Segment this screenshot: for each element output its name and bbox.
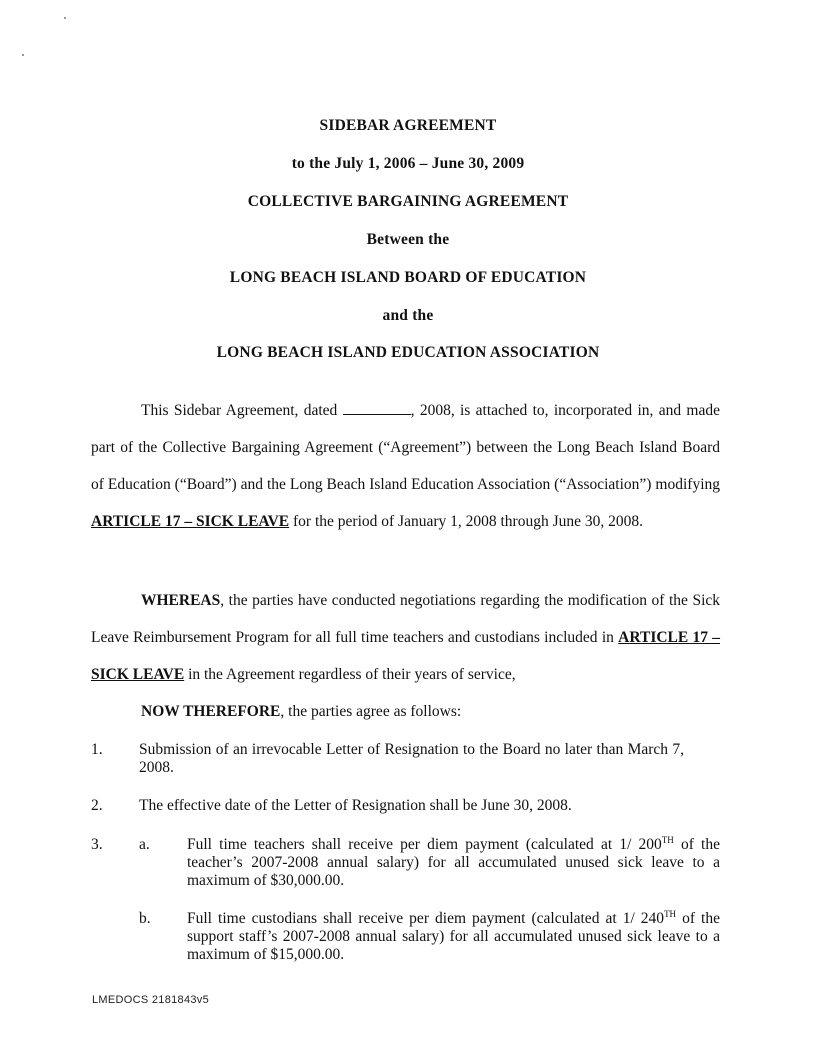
whereas-text-b: in the Agreement regardless of their years of service, xyxy=(188,666,516,683)
item-3b-text-part2: of the support staff’s 2007-2008 annual salary) for all accumulated unused sick leave to a maximum of $15,000.00. xyxy=(187,910,720,963)
item-3a-text xyxy=(187,836,720,890)
now-therefore-label: NOW THEREFORE xyxy=(141,703,281,720)
item-3-number: 3. xyxy=(91,836,103,853)
title-line-7: LONG BEACH ISLAND EDUCATION ASSOCIATION xyxy=(216,344,600,361)
whereas-paragraph xyxy=(91,582,720,693)
item-1-text: Submission of an irrevocable Letter of Resignation to the Board no later than March 7, 2008. xyxy=(139,741,684,776)
item-3a-text-part2: of the teacher’s 2007-2008 annual salary) for all accumulated unused sick leave to a maximum of $30,000.00. xyxy=(187,836,720,889)
article-reference-2: ARTICLE 17 – SICK LEAVE xyxy=(91,629,720,683)
scan-speck xyxy=(64,17,66,19)
now-therefore-paragraph xyxy=(91,693,720,730)
title-line-5: LONG BEACH ISLAND BOARD OF EDUCATION xyxy=(229,269,587,286)
intro-text-b: , 2008, is attached to, incorporated in, and made part of the Collective Bargaining Agreement (“Agreement”) between the Long Beach Island Board of Education (“Board”) and the Long Beach Island Education Association (“Association”) modifying xyxy=(91,402,720,493)
title-line-3: COLLECTIVE BARGAINING AGREEMENT xyxy=(247,193,569,210)
date-blank xyxy=(343,403,411,415)
item-3b-text xyxy=(187,910,720,964)
title-line-2: to the July 1, 2006 – June 30, 2009 xyxy=(291,155,525,172)
item-2-text: The effective date of the Letter of Resignation shall be June 30, 2008. xyxy=(139,797,572,814)
now-therefore-text: , the parties agree as follows: xyxy=(280,703,462,720)
intro-paragraph xyxy=(91,392,720,540)
title-line-1: SIDEBAR AGREEMENT xyxy=(319,117,497,134)
item-3b-superscript: TH xyxy=(664,909,677,919)
whereas-label: WHEREAS xyxy=(141,592,221,609)
intro-text-c: for the period of January 1, 2008 through June 30, 2008. xyxy=(293,513,643,530)
title-line-4: Between the xyxy=(366,231,450,248)
article-reference: ARTICLE 17 – SICK LEAVE xyxy=(91,513,290,530)
item-3a-superscript: TH xyxy=(661,835,674,845)
document-id-footer: LMEDOCS 2181843v5 xyxy=(92,994,209,1006)
item-3b-letter: b. xyxy=(139,910,151,927)
item-3a-text-part1: Full time teachers shall receive per diem payment (calculated at 1/ 200 xyxy=(187,836,662,853)
title-line-6: and the xyxy=(382,307,434,324)
whereas-text-a: , the parties have conducted negotiations regarding the modification of the Sick Leave Reimbursement Program for all full time teachers and custodians included in xyxy=(91,592,720,646)
item-3a-letter: a. xyxy=(139,836,150,853)
item-3b-text-part1: Full time custodians shall receive per diem payment (calculated at 1/ 240 xyxy=(187,910,665,927)
intro-text-a: This Sidebar Agreement, dated xyxy=(141,402,338,419)
scan-speck xyxy=(22,54,24,56)
item-1-number: 1. xyxy=(91,741,103,758)
item-2-number: 2. xyxy=(91,797,103,814)
